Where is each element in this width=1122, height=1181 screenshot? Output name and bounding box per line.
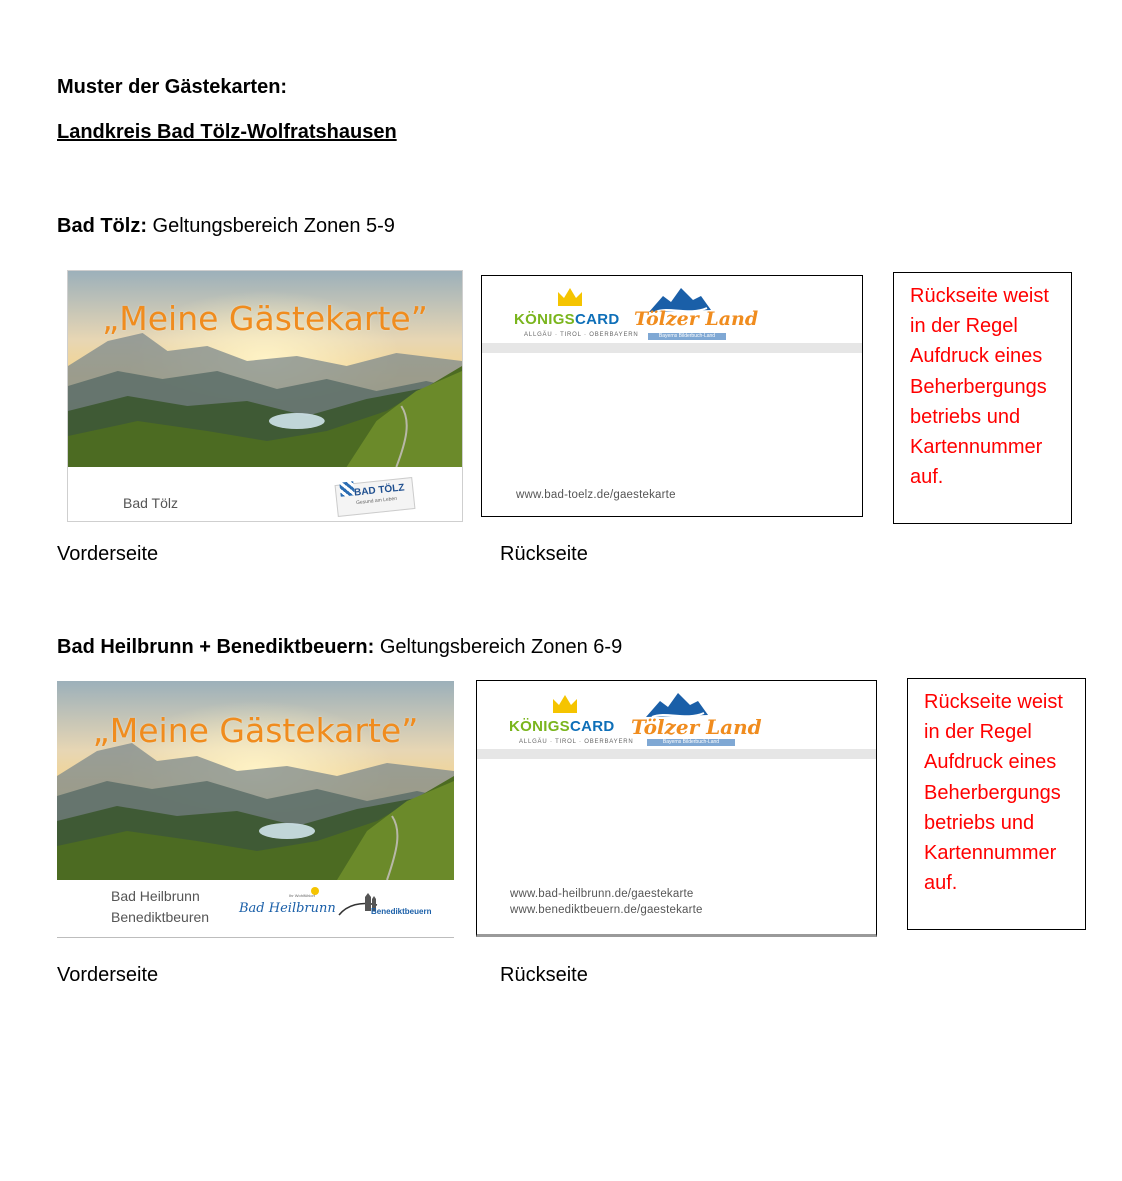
koenigscard-logo xyxy=(509,693,634,751)
caption-front: Vorderseite xyxy=(57,964,159,986)
crown-icon xyxy=(556,286,584,308)
benediktbeuern-logo-text: Benediktbeuern xyxy=(371,907,432,916)
card-url: www.bad-toelz.de/gaestekarte xyxy=(516,489,676,501)
guest-card-back xyxy=(481,275,863,517)
document-heading: Muster der Gästekarten: xyxy=(57,76,288,98)
card-title: „Meine Gästekarte” xyxy=(92,711,419,750)
toelzer-land-logo xyxy=(631,691,762,749)
koenigscard-name: KÖNIGSCARD xyxy=(509,718,615,735)
note-text: Rückseite weist in der Regel Aufdruck eines Beherbergungs betriebs und Kartennummer auf. xyxy=(924,691,1063,895)
card-title: „Meine Gästekarte” xyxy=(102,299,428,338)
card-place-name: Bad Tölz xyxy=(123,495,178,511)
note-box xyxy=(893,272,1072,524)
bavarian-diamond-icon xyxy=(339,481,354,496)
card-stripe xyxy=(482,343,862,353)
bad-heilbrunn-logo-text: Bad Heilbrunn xyxy=(239,901,336,916)
caption-front: Vorderseite xyxy=(57,543,159,565)
koenigscard-name: KÖNIGSCARD xyxy=(514,311,620,328)
note-box xyxy=(907,678,1086,930)
document-subheading: Landkreis Bad Tölz-Wolfratshausen xyxy=(57,121,397,143)
section-label-text: Geltungsbereich Zonen 5-9 xyxy=(147,215,395,237)
toelzer-land-tagline: Bayerns Bilderbuch-Land xyxy=(648,333,726,340)
bad-heilbrunn-logo xyxy=(239,887,336,927)
bad-heilbrunn-logo-tagline: Ihr Wohlfühlort xyxy=(289,893,315,898)
section-label-text: Geltungsbereich Zonen 6-9 xyxy=(374,636,623,658)
toelzer-land-tagline: Bayerns Bilderbuch-Land xyxy=(647,739,735,746)
section-label-bold: Bad Tölz: xyxy=(57,215,147,237)
koenigscard-regions: ALLGÄU · TIROL · OBERBAYERN xyxy=(519,739,634,745)
guest-card-front xyxy=(67,270,463,522)
card-url: www.benediktbeuern.de/gaestekarte xyxy=(510,904,703,916)
guest-card-front xyxy=(57,681,454,938)
section-label-bad-toelz xyxy=(57,214,395,238)
caption-back: Rückseite xyxy=(500,964,588,986)
card-place-name: Bad Heilbrunn xyxy=(111,888,200,904)
card-url: www.bad-heilbrunn.de/gaestekarte xyxy=(510,888,694,900)
bad-toelz-logo xyxy=(336,477,414,515)
toelzer-land-name: Tölzer Land xyxy=(634,308,759,330)
caption-back: Rückseite xyxy=(500,543,588,565)
note-text: Rückseite weist in der Regel Aufdruck eines Beherbergungs betriebs und Kartennummer auf. xyxy=(910,285,1049,489)
crown-icon xyxy=(551,693,579,715)
card-stripe xyxy=(477,749,876,759)
guest-card-back xyxy=(476,680,877,937)
koenigscard-regions: ALLGÄU · TIROL · OBERBAYERN xyxy=(524,332,639,338)
koenigscard-logo xyxy=(514,286,639,344)
card-place-name: Benediktbeuren xyxy=(111,909,210,925)
bad-toelz-logo-tagline: Gesund am Leben xyxy=(355,495,398,507)
benediktbeuern-logo xyxy=(337,891,437,927)
toelzer-land-name: Tölzer Land xyxy=(631,715,762,739)
bad-toelz-logo-text: BAD TÖLZ xyxy=(353,482,405,499)
section-label-bad-heilbrunn xyxy=(57,635,622,659)
section-label-bold: Bad Heilbrunn + Benediktbeuern: xyxy=(57,636,375,658)
toelzer-land-logo xyxy=(634,286,759,342)
